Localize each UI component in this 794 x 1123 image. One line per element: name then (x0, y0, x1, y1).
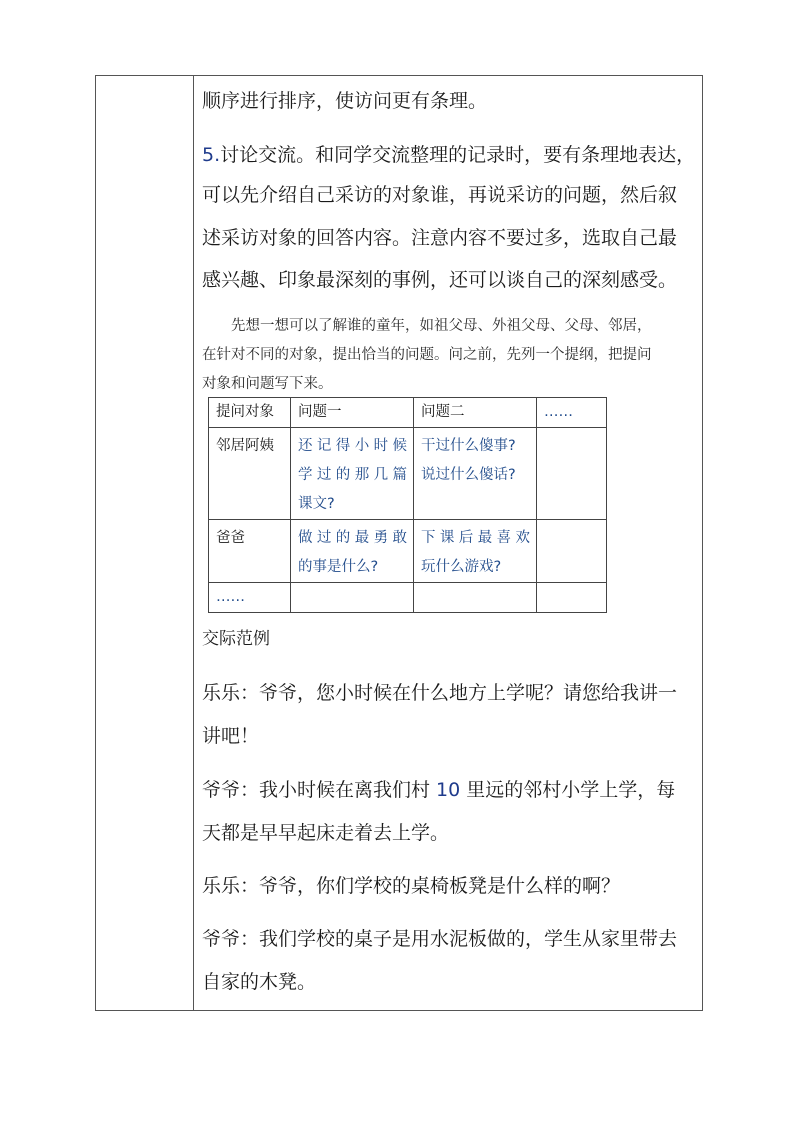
table-row (209, 583, 607, 613)
cell-line: 学过的那几篇 (298, 467, 407, 483)
table-cell (537, 428, 607, 520)
dialogue-line: 天都是早早起床走着去上学。 (202, 822, 450, 844)
cell-line: 下课后最喜欢 (421, 530, 530, 546)
table-cell (414, 583, 537, 613)
step-number: 5. (202, 144, 221, 166)
example-heading: 交际范例 (202, 629, 270, 649)
dialogue-line: 自家的木凳。 (202, 971, 317, 993)
text-line: 顺序进行排序，使访问更有条理。 (202, 90, 488, 112)
step-5-line (202, 138, 695, 174)
table-header-row (209, 398, 607, 428)
table-header-cell: 问题二 (414, 398, 537, 428)
table-cell: …… (209, 583, 291, 613)
prompt-line: 先想一想可以了解谁的童年，如祖父母、外祖父母、父母、邻居， (202, 318, 652, 334)
prompt-line: 对象和问题写下来。 (202, 376, 333, 392)
dialogue-line: 爷爷：我们学校的桌子是用水泥板做的，学生从家里带去 (202, 928, 678, 950)
table-header-cell: 问题一 (291, 398, 414, 428)
table-cell (537, 520, 607, 583)
table-cell: 邻居阿姨 (209, 428, 291, 520)
table-cell (537, 583, 607, 613)
dialogue-text: 爷爷：我小时候在离我们村 (202, 779, 437, 801)
cell-line: 课文? (298, 496, 335, 512)
dialogue-text: 里远的邻村小学上学，每 (460, 779, 676, 801)
cell-line: 玩什么游戏? (421, 559, 502, 575)
cell-line: 的事是什么? (298, 559, 379, 575)
lesson-table-cell (95, 75, 703, 1011)
text-line: 述采访对象的回答内容。注意内容不要过多，选取自己最 (202, 227, 678, 249)
column-divider (193, 76, 194, 1010)
interview-outline-table (208, 397, 607, 613)
text-line: 可以先介绍自己采访的对象谁，再说采访的问题，然后叙 (202, 184, 678, 206)
table-row (209, 428, 607, 520)
table-header-cell: 提问对象 (209, 398, 291, 428)
table-cell (291, 428, 414, 520)
table-row (209, 520, 607, 583)
table-cell (291, 583, 414, 613)
table-cell (291, 520, 414, 583)
table-cell (414, 520, 537, 583)
dialogue-number: 10 (436, 779, 461, 801)
dialogue-line: 乐乐：爷爷，您小时候在什么地方上学呢？请您给我讲一 (202, 682, 678, 704)
dialogue-line: 讲吧！ (202, 725, 260, 747)
cell-line: 还记得小时候 (298, 438, 407, 454)
text-line: 讨论交流。和同学交流整理的记录时，要有条理地表达， (220, 144, 696, 166)
cell-line: 干过什么傻事? (421, 438, 516, 454)
table-header-cell: …… (537, 398, 607, 428)
prompt-line: 在针对不同的对象，提出恰当的问题。问之前，先列一个提纲，把提问 (202, 347, 652, 363)
cell-line: 做过的最勇敢 (298, 530, 407, 546)
table-cell: 爸爸 (209, 520, 291, 583)
text-line: 感兴趣、印象最深刻的事例，还可以谈自己的深刻感受。 (202, 269, 678, 291)
cell-line: 说过什么傻话? (421, 467, 516, 483)
dialogue-line (202, 773, 675, 809)
dialogue-line: 乐乐：爷爷，你们学校的桌椅板凳是什么样的啊？ (202, 875, 621, 897)
table-cell (414, 428, 537, 520)
